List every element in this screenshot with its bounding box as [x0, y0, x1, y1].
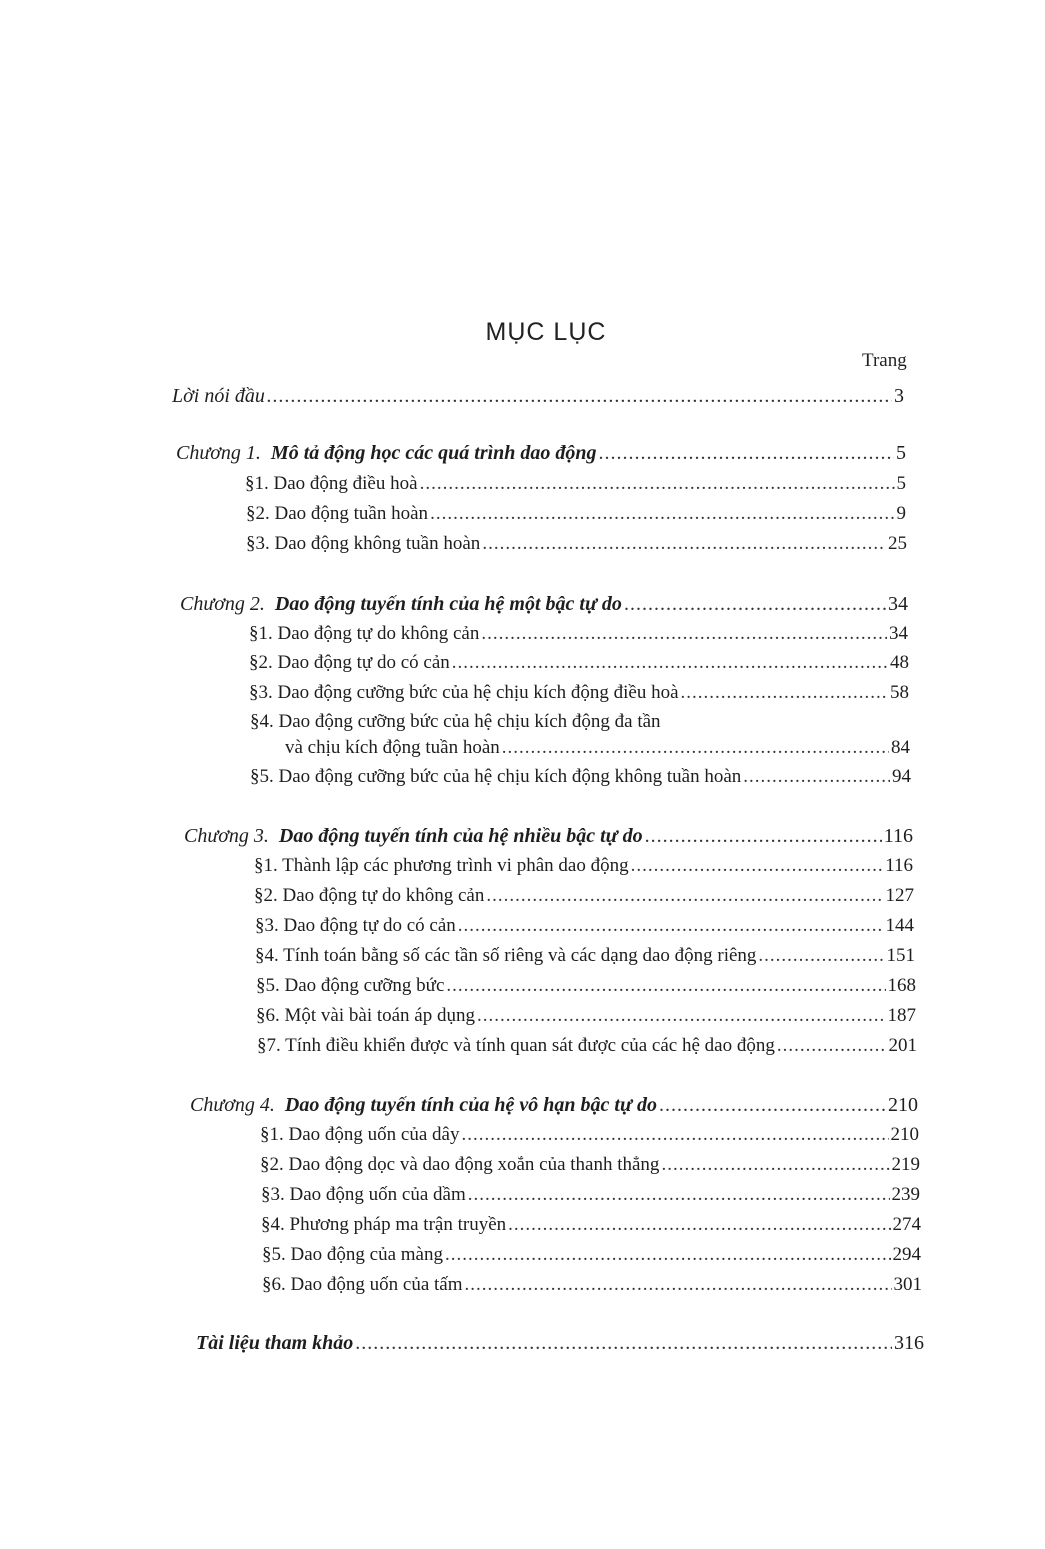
toc-entry-label: §6. Một vài bài toán áp dụng: [256, 1005, 475, 1026]
dot-leader: [681, 681, 888, 705]
toc-section[interactable]: [245, 472, 906, 496]
dot-leader: [481, 622, 887, 646]
toc-section[interactable]: [262, 1273, 922, 1297]
dot-leader: [599, 441, 894, 465]
toc-entry-label: §1. Thành lập các phương trình vi phân dao động: [254, 855, 629, 876]
chapter-number: Chương 1.: [176, 442, 261, 464]
toc-entry-label: Tài liệu tham khảo: [196, 1332, 354, 1354]
toc-entry-label: §2. Dao động tuần hoàn: [246, 503, 429, 524]
chapter-title: Mô tả động học các quá trình dao động: [270, 442, 597, 464]
toc-section[interactable]: [254, 884, 914, 908]
toc-entry-references[interactable]: [196, 1331, 924, 1355]
dot-leader: [465, 1273, 892, 1297]
toc-entry-label: §5. Dao động cưỡng bức: [256, 975, 445, 996]
toc-section[interactable]: [262, 1243, 921, 1267]
toc-section[interactable]: [285, 736, 910, 760]
dot-leader: [355, 1331, 892, 1355]
toc-section[interactable]: [260, 1123, 919, 1147]
toc-entry-page: 210: [890, 1124, 919, 1145]
dot-leader: [477, 1004, 886, 1028]
toc-entry-page: 25: [888, 533, 907, 554]
dot-leader: [624, 592, 886, 616]
toc-entry-label: §4. Tính toán bằng số các tần số riêng và các dạng dao động riêng: [255, 945, 757, 966]
chapter-title: Dao động tuyến tính của hệ một bậc tự do: [274, 593, 622, 615]
toc-entry-label: §3. Dao động tự do có cản: [255, 915, 456, 936]
toc-entry-label: §6. Dao động uốn của tấm: [262, 1274, 463, 1295]
toc-entry-label: §5. Dao động của màng: [262, 1244, 443, 1265]
toc-entry-label: và chịu kích động tuần hoàn: [285, 737, 500, 758]
toc-section[interactable]: [249, 622, 908, 646]
toc-entry-page: 274: [892, 1214, 921, 1235]
dot-leader: [645, 824, 882, 848]
dot-leader: [446, 974, 885, 998]
toc-entry-page: 9: [896, 503, 906, 524]
toc-entry-label: §1. Dao động tự do không cản: [249, 623, 480, 644]
chapter-number: Chương 3.: [184, 825, 269, 847]
dot-leader: [482, 532, 886, 556]
toc-section[interactable]: [260, 1153, 920, 1177]
toc-section[interactable]: [249, 681, 909, 705]
toc-entry-label: §2. Dao động tự do có cản: [249, 652, 450, 673]
toc-section[interactable]: [250, 765, 911, 789]
toc-entry-label: §4. Phương pháp ma trận truyền: [261, 1214, 507, 1235]
toc-entry-page: 116: [885, 855, 913, 876]
dot-leader: [461, 1123, 888, 1147]
dot-leader: [445, 1243, 891, 1267]
toc-entry-label: §3. Dao động không tuần hoàn: [246, 533, 481, 554]
toc-entry-page: 94: [892, 766, 911, 787]
toc-entry-label: §2. Dao động tự do không cản: [254, 885, 485, 906]
dot-leader: [631, 854, 884, 878]
chapter-title: Dao động tuyến tính của hệ vô hạn bậc tự do: [284, 1094, 657, 1116]
dot-leader: [452, 651, 888, 675]
toc-entry-page: 151: [886, 945, 915, 966]
chapter-title: Dao động tuyến tính của hệ nhiều bậc tự do: [278, 825, 643, 847]
dot-leader: [502, 736, 889, 760]
toc-entry-page: 5: [896, 442, 906, 464]
toc-section[interactable]: [255, 944, 915, 968]
toc-entry-page: 219: [891, 1154, 920, 1175]
toc-entry-page: 48: [890, 652, 909, 673]
toc-entry-page: 3: [894, 385, 904, 407]
toc-entry-label: §4. Dao động cưỡng bức của hệ chịu kích động đa tần: [250, 711, 661, 732]
toc-entry-intro[interactable]: [172, 384, 904, 408]
toc-entry-page: 168: [887, 975, 916, 996]
toc-chapter-2[interactable]: [180, 592, 908, 616]
dot-leader: [758, 944, 884, 968]
toc-entry-page: 5: [896, 473, 906, 494]
toc-chapter-4[interactable]: [190, 1093, 918, 1117]
toc-entry-page: 127: [885, 885, 914, 906]
toc-entry-label: §3. Dao động uốn của dầm: [261, 1184, 466, 1205]
dot-leader: [777, 1034, 887, 1058]
dot-leader: [458, 914, 884, 938]
toc-entry-label: §7. Tính điều khiển được và tính quan sát được của các hệ dao động: [257, 1035, 775, 1056]
toc-section[interactable]: [254, 854, 913, 878]
dot-leader: [468, 1183, 890, 1207]
toc-entry-page: 201: [888, 1035, 917, 1056]
toc-entry-page: 187: [887, 1005, 916, 1026]
dot-leader: [659, 1093, 886, 1117]
toc-entry-label: §1. Dao động điều hoà: [245, 473, 418, 494]
dot-leader: [661, 1153, 889, 1177]
toc-entry-page: 239: [891, 1184, 920, 1205]
toc-entry-label: §3. Dao động cưỡng bức của hệ chịu kích động điều hoà: [249, 682, 679, 703]
dot-leader: [743, 765, 890, 789]
toc-entry-label: §1. Dao động uốn của dây: [260, 1124, 460, 1145]
toc-entry-page: 34: [888, 593, 908, 615]
dot-leader: [430, 502, 894, 526]
toc-entry-label: §5. Dao động cưỡng bức của hệ chịu kích động không tuần hoàn: [250, 766, 742, 787]
dot-leader: [267, 384, 892, 408]
toc-section[interactable]: [246, 532, 907, 556]
chapter-number: Chương 2.: [180, 593, 265, 615]
toc-section[interactable]: [246, 502, 906, 526]
dot-leader: [508, 1213, 890, 1237]
toc-section[interactable]: [256, 974, 916, 998]
page-column-header: Trang: [862, 350, 907, 371]
toc-entry-page: 144: [885, 915, 914, 936]
toc-entry-label: §2. Dao động dọc và dao động xoắn của thanh thẳng: [260, 1154, 660, 1175]
chapter-number: Chương 4.: [190, 1094, 275, 1116]
toc-entry-page: 58: [890, 682, 909, 703]
toc-chapter-3[interactable]: [184, 824, 913, 848]
page-title: MỤC LỤC: [485, 318, 607, 346]
toc-entry-page: 210: [888, 1094, 918, 1116]
toc-section[interactable]: [255, 914, 914, 938]
toc-entry-page: 316: [894, 1332, 924, 1354]
toc-entry-page: 34: [889, 623, 908, 644]
dot-leader: [420, 472, 895, 496]
toc-entry-page: 301: [893, 1274, 922, 1295]
toc-section[interactable]: [257, 1034, 917, 1058]
toc-entry-label: Lời nói đầu: [172, 385, 265, 407]
toc-section[interactable]: [261, 1183, 920, 1207]
toc-section[interactable]: [261, 1213, 921, 1237]
toc-entry-page: 84: [891, 737, 910, 758]
toc-section[interactable]: [256, 1004, 916, 1028]
toc-section[interactable]: [249, 651, 909, 675]
dot-leader: [486, 884, 883, 908]
toc-chapter-1[interactable]: [176, 441, 906, 465]
toc-entry-page: 116: [883, 825, 913, 847]
toc-entry-page: 294: [892, 1244, 921, 1265]
